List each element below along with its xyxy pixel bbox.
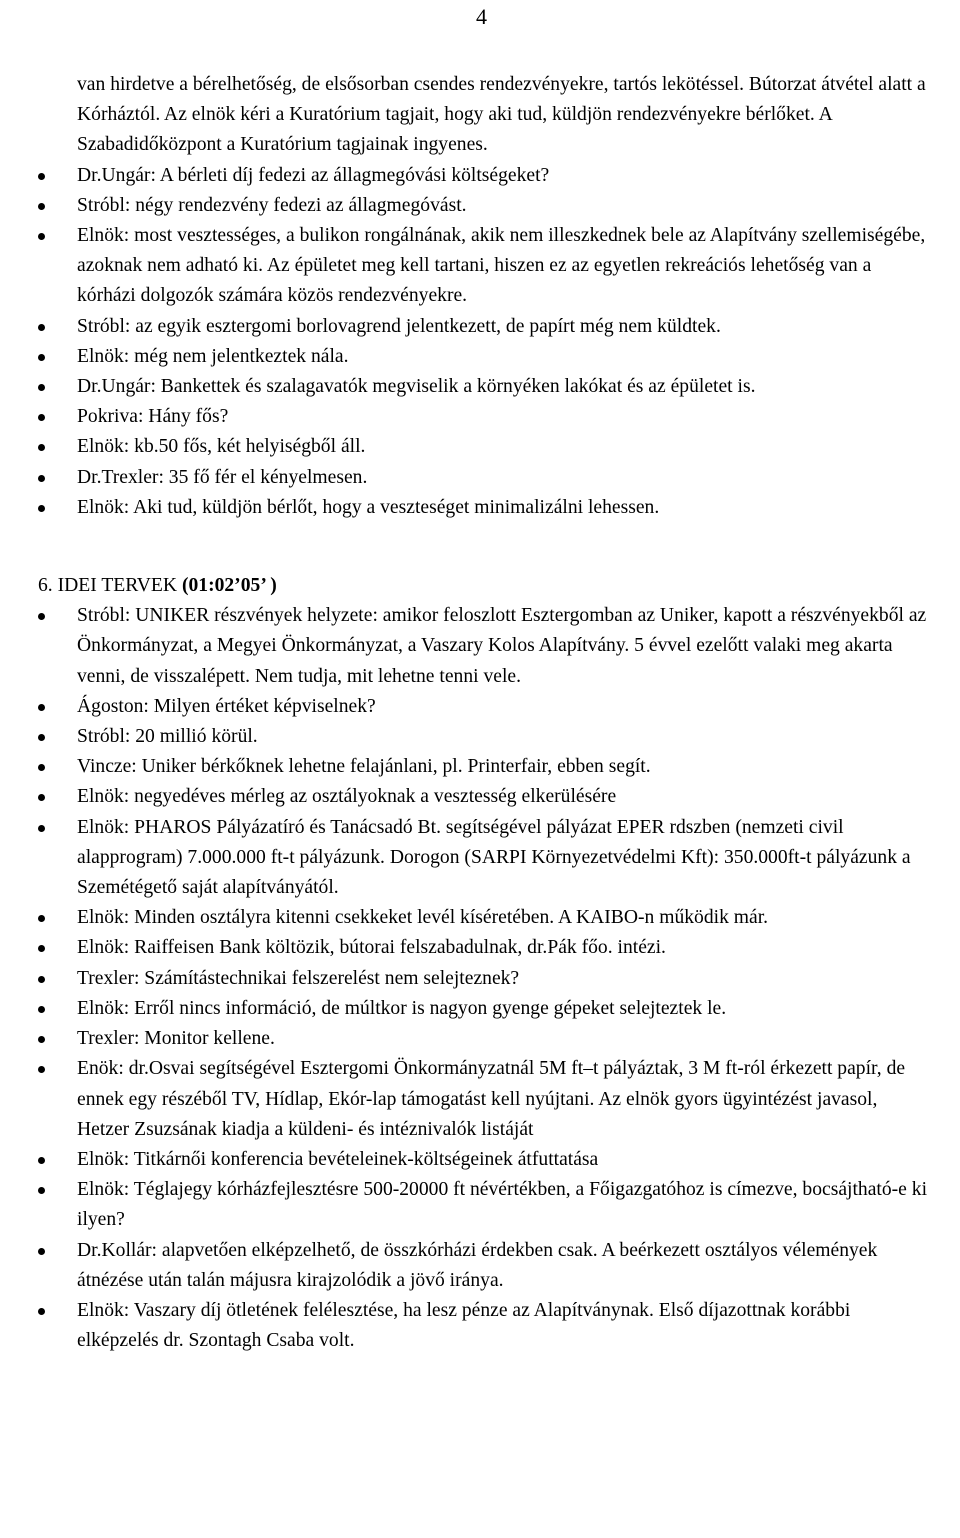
list-item-text: van hirdetve a bérelhetőség, de elsősorban csendes rendezvényekre, tartós lekötéssel. Bútorzat átvétel alatt a Kórháztól. Az elnök kéri a Kuratórium tagjait, hogy aki tud, küldjön rendezvényekre bérlőket. A Szabadidőközpont a Kuratórium tagjainak ingyenes. [77, 74, 926, 156]
list-item-text: Pokriva: Hány fős? [77, 406, 229, 428]
document-body [38, 70, 928, 1356]
bullet-icon [38, 1066, 45, 1073]
bullet-icon [38, 794, 45, 801]
list-item-text: Stróbl: négy rendezvény fedezi az állagmegóvást. [77, 194, 467, 216]
list-item [38, 964, 928, 994]
section-number: 6. [38, 575, 53, 597]
list-item-text: Elnök: Titkárnői konferencia bevételeinek-költségeinek átfuttatása [77, 1148, 599, 1170]
list-item [38, 161, 928, 191]
bullet-icon [38, 475, 45, 482]
bullet-icon [38, 1006, 45, 1013]
list-item [38, 782, 928, 812]
bullet-icon [38, 976, 45, 983]
bullet-icon [38, 444, 45, 451]
list-item-text: Elnök: Raiffeisen Bank költözik, bútorai felszabadulnak, dr.Pák főo. intézi. [77, 937, 666, 959]
timecode: 01:02’05 [188, 575, 261, 597]
list-item-text: Elnök: Aki tud, küldjön bérlőt, hogy a veszteséget minimalizálni lehessen. [77, 496, 660, 518]
bullet-icon [38, 915, 45, 922]
list-item-text: Dr.Kollár: alapvetően elképzelhető, de összkórházi érdekben csak. A beérkezett osztályos vélemények átnézése után talán májusra kirajzolódik a jövő iránya. [77, 1239, 878, 1291]
list-item [38, 432, 928, 462]
list-item-text: Elnök: most vesztességes, a bulikon rongálnának, akik nem illeszkednek bele az Alapítvány szellemiségébe, azoknak nem adható ki. Az épületet meg kell tartani, hiszen ez az egyetlen rekreációs lehetőség van a kórházi dolgozók számára közös rendezvényekre. [77, 225, 926, 307]
list-item [38, 191, 928, 221]
list-item [38, 903, 928, 933]
bullet-icon [38, 1248, 45, 1255]
bullet-icon [38, 203, 45, 210]
list-item-text: Elnök: PHAROS Pályázatíró és Tanácsadó Bt. segítségével pályázat EPER rdszben (nemzeti civil alapprogram) 7.000.000 ft-t pályázunk. Dorogon (SARPI Környezetvédelmi Kft): 350.000ft-t pályázunk a Szemétégető saját alapítványától. [77, 816, 911, 899]
timecode-open: ( [181, 575, 189, 597]
list-item-text: Elnök: kb.50 fős, két helyiségből áll. [77, 436, 366, 458]
list-item-text: Elnök: Téglajegy kórházfejlesztésre 500-20000 ft névértékben, a Főigazgatóhoz is címezve, bocsájtható-e ki ilyen? [77, 1179, 928, 1231]
list-item [38, 1175, 928, 1235]
list-item [38, 221, 928, 312]
list-item-text: Elnök: negyedéves mérleg az osztályoknak a vesztesség elkerülésére [77, 786, 617, 808]
list-item [38, 692, 928, 722]
list-item [38, 994, 928, 1024]
page-number: 4 [476, 4, 487, 29]
list-item [38, 722, 928, 752]
bullet-icon [38, 704, 45, 711]
list-item [38, 752, 928, 782]
list-item [38, 1054, 928, 1145]
list-item [38, 493, 928, 523]
list-item-text: Elnök: még nem jelentkeztek nála. [77, 345, 349, 367]
section-5-list [38, 70, 928, 523]
list-item [38, 402, 928, 432]
bullet-icon [38, 1187, 45, 1194]
list-item [38, 1236, 928, 1296]
bullet-icon [38, 1308, 45, 1315]
list-item-text: Dr.Ungár: A bérleti díj fedezi az állagmegóvási költségeket? [77, 164, 550, 186]
list-item-text: Vincze: Uniker bérkőknek lehetne felajánlani, pl. Printerfair, ebben segít. [77, 756, 651, 778]
bullet-icon [38, 1157, 45, 1164]
list-item [38, 312, 928, 342]
list-item [38, 1296, 928, 1356]
section-6-list [38, 601, 928, 1356]
bullet-icon [38, 1036, 45, 1043]
bullet-icon [38, 734, 45, 741]
bullet-icon [38, 613, 45, 620]
bullet-icon [38, 825, 45, 832]
bullet-icon [38, 945, 45, 952]
list-item-text: Enök: dr.Osvai segítségével Esztergomi Önkormányzatnál 5M ft–t pályáztak, 3 M ft-ról érkezett papír, de ennek egy részéből TV, Hídlap, Ekór-lap támogatást kell nyújtani. Az elnök gyors ügyintézést javasol, Hetzer Zsuzsának kiadja a küldeni- és intéznivalók listáját [77, 1058, 906, 1140]
list-item [38, 601, 928, 692]
list-item [38, 342, 928, 372]
list-item-text: Dr.Trexler: 35 fő fér el kényelmesen. [77, 466, 368, 488]
list-item-text: Stróbl: 20 millió körül. [77, 726, 258, 748]
bullet-icon [38, 354, 45, 361]
list-item [38, 933, 928, 963]
list-item-text: Elnök: Minden osztályra kitenni csekkeket levél kíséretében. A KAIBO-n működik már. [77, 907, 769, 929]
section-6-heading [38, 571, 928, 601]
list-item-text: Trexler: Monitor kellene. [77, 1028, 275, 1050]
list-item [38, 372, 928, 402]
list-item-text: Ágoston: Milyen értéket képviselnek? [77, 695, 376, 717]
bullet-icon [38, 233, 45, 240]
list-item [38, 463, 928, 493]
list-item-text: Elnök: Vaszary díj ötletének felélesztése, ha lesz pénze az Alapítványnak. Első díjazottnak korábbi elképzelés dr. Szontagh Csaba volt. [77, 1299, 851, 1352]
list-item-text: Trexler: Számítástechnikai felszerelést nem selejteznek? [77, 967, 520, 989]
list-item-text: Elnök: Erről nincs információ, de múltkor is nagyon gyenge gépeket selejteztek le. [77, 997, 727, 1019]
bullet-icon [38, 324, 45, 331]
list-item [38, 70, 928, 161]
list-item [38, 1024, 928, 1054]
bullet-icon [38, 173, 45, 180]
list-item-text: Stróbl: UNIKER részvények helyzete: amikor feloszlott Esztergomban az Uniker, kapott a részvényekből az Önkormányzat, a Megyei Önkormányzat, a Vaszary Kolos Alapítvány. 5 évvel ezelőtt valaki meg akarta venni, de visszalépett. Nem tudja, mit lehetne tenni vele. [77, 605, 927, 687]
list-item-text: Dr.Ungár: Bankettek és szalagavatók megviselik a környéken lakókat és az épületet is. [77, 376, 756, 398]
list-item-text: Stróbl: az egyik esztergomi borlovagrend jelentkezett, de papírt még nem küldtek. [77, 315, 721, 337]
list-item [38, 813, 928, 904]
bullet-icon [38, 414, 45, 421]
section-title: IDEI TERVEK [57, 575, 178, 597]
bullet-icon [38, 505, 45, 512]
list-item [38, 1145, 928, 1175]
bullet-icon [38, 384, 45, 391]
timecode-close: ’ ) [260, 575, 277, 597]
bullet-icon [38, 764, 45, 771]
